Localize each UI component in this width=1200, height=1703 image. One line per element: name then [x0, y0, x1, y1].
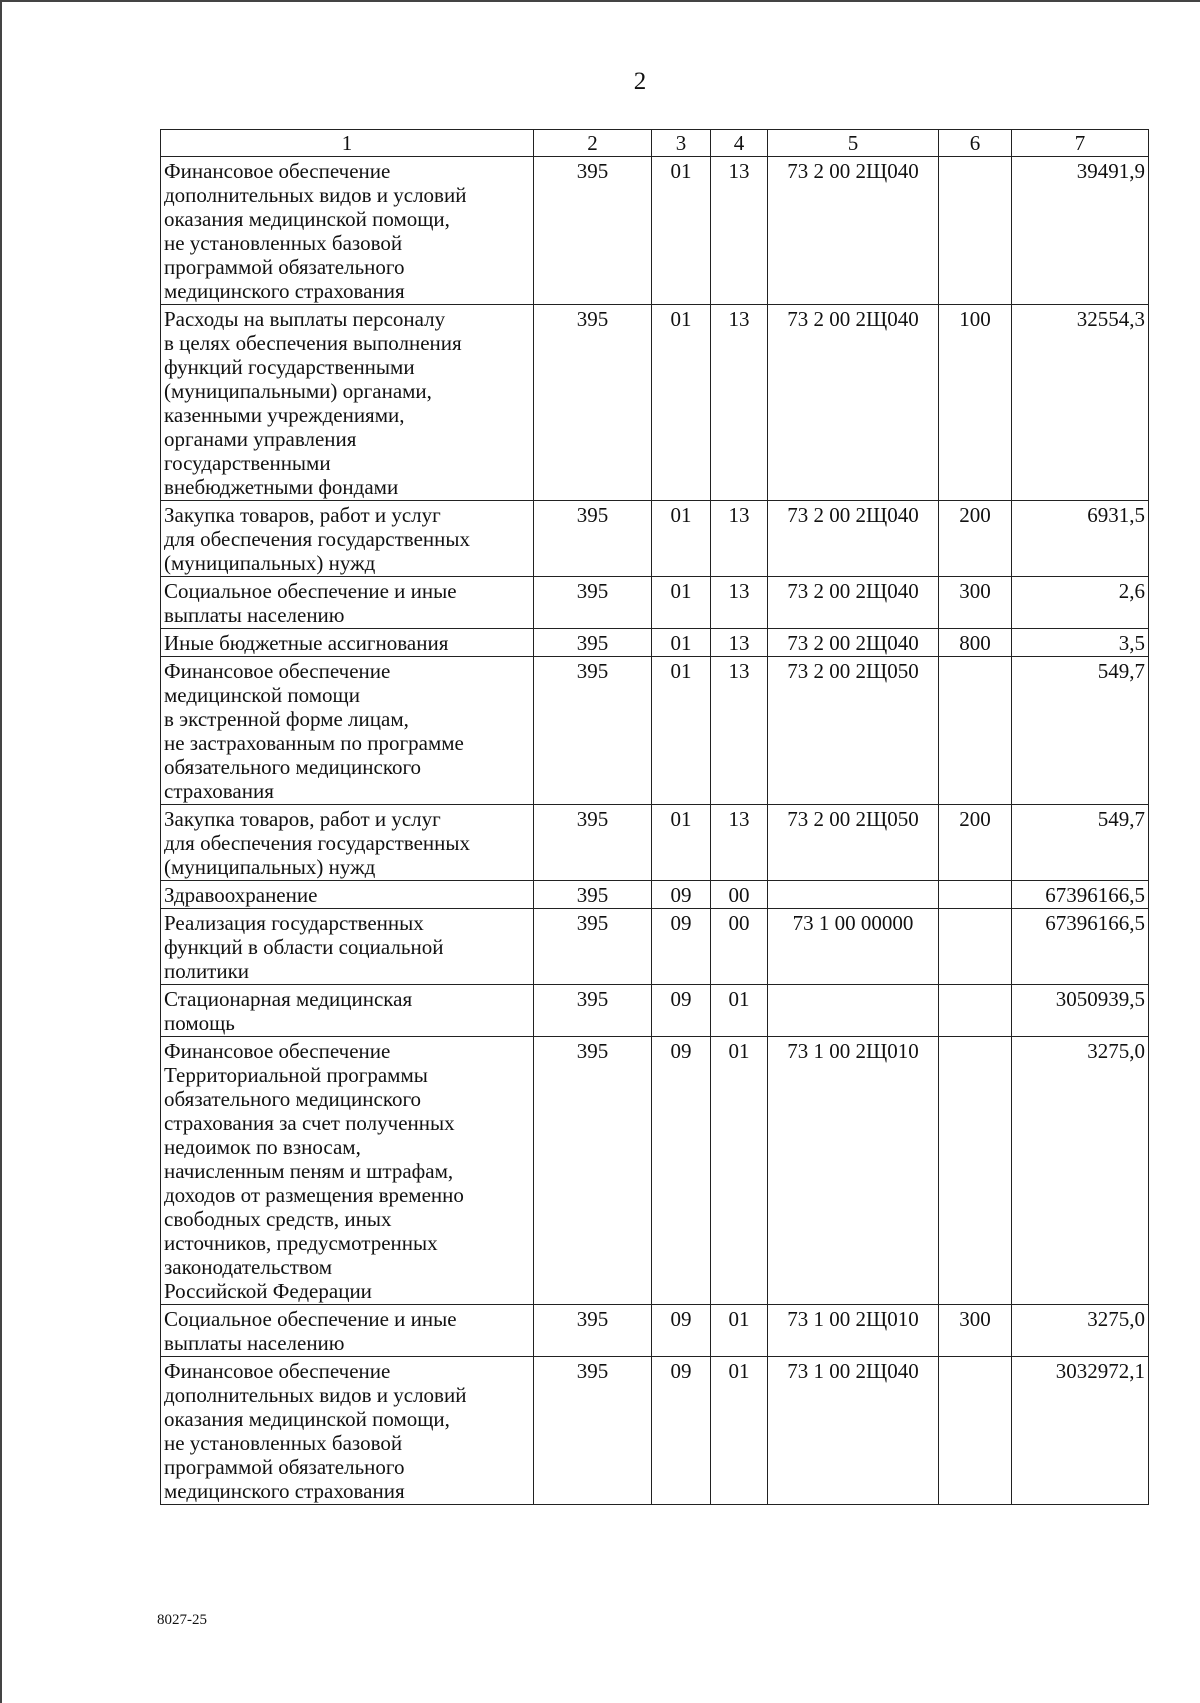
subsection-code-cell: 01 — [711, 1305, 768, 1357]
expense-type-code-cell: 200 — [939, 805, 1012, 881]
ministry-code-cell: 395 — [534, 629, 652, 657]
target-item-code-cell: 73 1 00 00000 — [768, 909, 939, 985]
target-item-code-cell — [768, 985, 939, 1037]
target-item-code-cell: 73 1 00 2Щ010 — [768, 1037, 939, 1305]
amount-cell: 67396166,5 — [1012, 881, 1149, 909]
column-header: 6 — [939, 130, 1012, 157]
document-code: 8027-25 — [157, 1612, 207, 1628]
ministry-code-cell: 395 — [534, 1305, 652, 1357]
section-code-cell: 09 — [652, 1305, 711, 1357]
table-row — [161, 985, 1149, 1037]
table-row — [161, 629, 1149, 657]
subsection-code-cell: 13 — [711, 657, 768, 805]
expense-type-code-cell — [939, 157, 1012, 305]
table-row — [161, 501, 1149, 577]
table-row — [161, 305, 1149, 501]
subsection-code-cell: 01 — [711, 985, 768, 1037]
table-row — [161, 881, 1149, 909]
amount-cell: 3275,0 — [1012, 1037, 1149, 1305]
subsection-code-cell: 13 — [711, 805, 768, 881]
subsection-code-cell: 13 — [711, 157, 768, 305]
expense-type-code-cell: 300 — [939, 577, 1012, 629]
ministry-code-cell: 395 — [534, 157, 652, 305]
amount-cell: 67396166,5 — [1012, 909, 1149, 985]
item-name-cell: Здравоохранение — [161, 881, 534, 909]
subsection-code-cell: 01 — [711, 1357, 768, 1505]
expense-type-code-cell — [939, 985, 1012, 1037]
table-row — [161, 1357, 1149, 1505]
table-row — [161, 157, 1149, 305]
expense-type-code-cell: 800 — [939, 629, 1012, 657]
section-code-cell: 01 — [652, 577, 711, 629]
expense-type-code-cell — [939, 1357, 1012, 1505]
section-code-cell: 01 — [652, 157, 711, 305]
expense-type-code-cell: 100 — [939, 305, 1012, 501]
target-item-code-cell: 73 2 00 2Щ040 — [768, 157, 939, 305]
amount-cell: 3275,0 — [1012, 1305, 1149, 1357]
section-code-cell: 01 — [652, 305, 711, 501]
target-item-code-cell — [768, 881, 939, 909]
subsection-code-cell: 00 — [711, 909, 768, 985]
ministry-code-cell: 395 — [534, 1357, 652, 1505]
expense-type-code-cell — [939, 909, 1012, 985]
ministry-code-cell: 395 — [534, 501, 652, 577]
expense-type-code-cell: 300 — [939, 1305, 1012, 1357]
amount-cell: 3,5 — [1012, 629, 1149, 657]
section-code-cell: 01 — [652, 657, 711, 805]
item-name-cell: Социальное обеспечение и иные выплаты населению — [161, 577, 534, 629]
ministry-code-cell: 395 — [534, 577, 652, 629]
section-code-cell: 01 — [652, 805, 711, 881]
ministry-code-cell: 395 — [534, 1037, 652, 1305]
amount-cell: 32554,3 — [1012, 305, 1149, 501]
subsection-code-cell: 00 — [711, 881, 768, 909]
ministry-code-cell: 395 — [534, 305, 652, 501]
page-number: 2 — [633, 68, 647, 95]
table-row — [161, 1037, 1149, 1305]
subsection-code-cell: 13 — [711, 577, 768, 629]
target-item-code-cell: 73 2 00 2Щ050 — [768, 805, 939, 881]
table-row — [161, 909, 1149, 985]
column-header: 5 — [768, 130, 939, 157]
amount-cell: 39491,9 — [1012, 157, 1149, 305]
item-name-cell: Финансовое обеспечение Территориальной программы обязательного медицинского страхования за счет полученных недоимок по взносам, начисленным пеням и штрафам, доходов от размещения временно свободных средств, иных источников, предусмотренных законодательством Российской Федерации — [161, 1037, 534, 1305]
target-item-code-cell: 73 2 00 2Щ040 — [768, 629, 939, 657]
item-name-cell: Финансовое обеспечение дополнительных видов и условий оказания медицинской помощи, не установленных базовой программой обязательного медицинского страхования — [161, 1357, 534, 1505]
ministry-code-cell: 395 — [534, 657, 652, 805]
table-row — [161, 805, 1149, 881]
item-name-cell: Социальное обеспечение и иные выплаты населению — [161, 1305, 534, 1357]
table-header-row — [161, 130, 1149, 157]
column-header: 4 — [711, 130, 768, 157]
item-name-cell: Стационарная медицинская помощь — [161, 985, 534, 1037]
target-item-code-cell: 73 2 00 2Щ050 — [768, 657, 939, 805]
section-code-cell: 09 — [652, 881, 711, 909]
table-row — [161, 1305, 1149, 1357]
column-header: 2 — [534, 130, 652, 157]
item-name-cell: Закупка товаров, работ и услуг для обеспечения государственных (муниципальных) нужд — [161, 501, 534, 577]
target-item-code-cell: 73 1 00 2Щ040 — [768, 1357, 939, 1505]
amount-cell: 2,6 — [1012, 577, 1149, 629]
ministry-code-cell: 395 — [534, 909, 652, 985]
expense-type-code-cell — [939, 657, 1012, 805]
target-item-code-cell: 73 2 00 2Щ040 — [768, 501, 939, 577]
section-code-cell: 09 — [652, 909, 711, 985]
table-row — [161, 657, 1149, 805]
ministry-code-cell: 395 — [534, 805, 652, 881]
section-code-cell: 09 — [652, 1357, 711, 1505]
ministry-code-cell: 395 — [534, 881, 652, 909]
target-item-code-cell: 73 1 00 2Щ010 — [768, 1305, 939, 1357]
subsection-code-cell: 13 — [711, 629, 768, 657]
item-name-cell: Финансовое обеспечение медицинской помощи в экстренной форме лицам, не застрахованным по программе обязательного медицинского страхования — [161, 657, 534, 805]
expense-type-code-cell — [939, 1037, 1012, 1305]
subsection-code-cell: 01 — [711, 1037, 768, 1305]
ministry-code-cell: 395 — [534, 985, 652, 1037]
amount-cell: 6931,5 — [1012, 501, 1149, 577]
amount-cell: 3050939,5 — [1012, 985, 1149, 1037]
expense-type-code-cell — [939, 881, 1012, 909]
target-item-code-cell: 73 2 00 2Щ040 — [768, 305, 939, 501]
table-row — [161, 577, 1149, 629]
section-code-cell: 01 — [652, 501, 711, 577]
column-header: 7 — [1012, 130, 1149, 157]
item-name-cell: Расходы на выплаты персоналу в целях обеспечения выполнения функций государственными (муниципальными) органами, казенными учреждениями, органами управления государственными внебюджетными фондами — [161, 305, 534, 501]
item-name-cell: Реализация государственных функций в области социальной политики — [161, 909, 534, 985]
column-header: 1 — [161, 130, 534, 157]
amount-cell: 549,7 — [1012, 805, 1149, 881]
subsection-code-cell: 13 — [711, 501, 768, 577]
section-code-cell: 09 — [652, 985, 711, 1037]
target-item-code-cell: 73 2 00 2Щ040 — [768, 577, 939, 629]
column-header: 3 — [652, 130, 711, 157]
item-name-cell: Закупка товаров, работ и услуг для обеспечения государственных (муниципальных) нужд — [161, 805, 534, 881]
item-name-cell: Финансовое обеспечение дополнительных видов и условий оказания медицинской помощи, не установленных базовой программой обязательного медицинского страхования — [161, 157, 534, 305]
section-code-cell: 01 — [652, 629, 711, 657]
amount-cell: 3032972,1 — [1012, 1357, 1149, 1505]
expense-type-code-cell: 200 — [939, 501, 1012, 577]
section-code-cell: 09 — [652, 1037, 711, 1305]
subsection-code-cell: 13 — [711, 305, 768, 501]
amount-cell: 549,7 — [1012, 657, 1149, 805]
budget-table — [160, 129, 1149, 1505]
item-name-cell: Иные бюджетные ассигнования — [161, 629, 534, 657]
